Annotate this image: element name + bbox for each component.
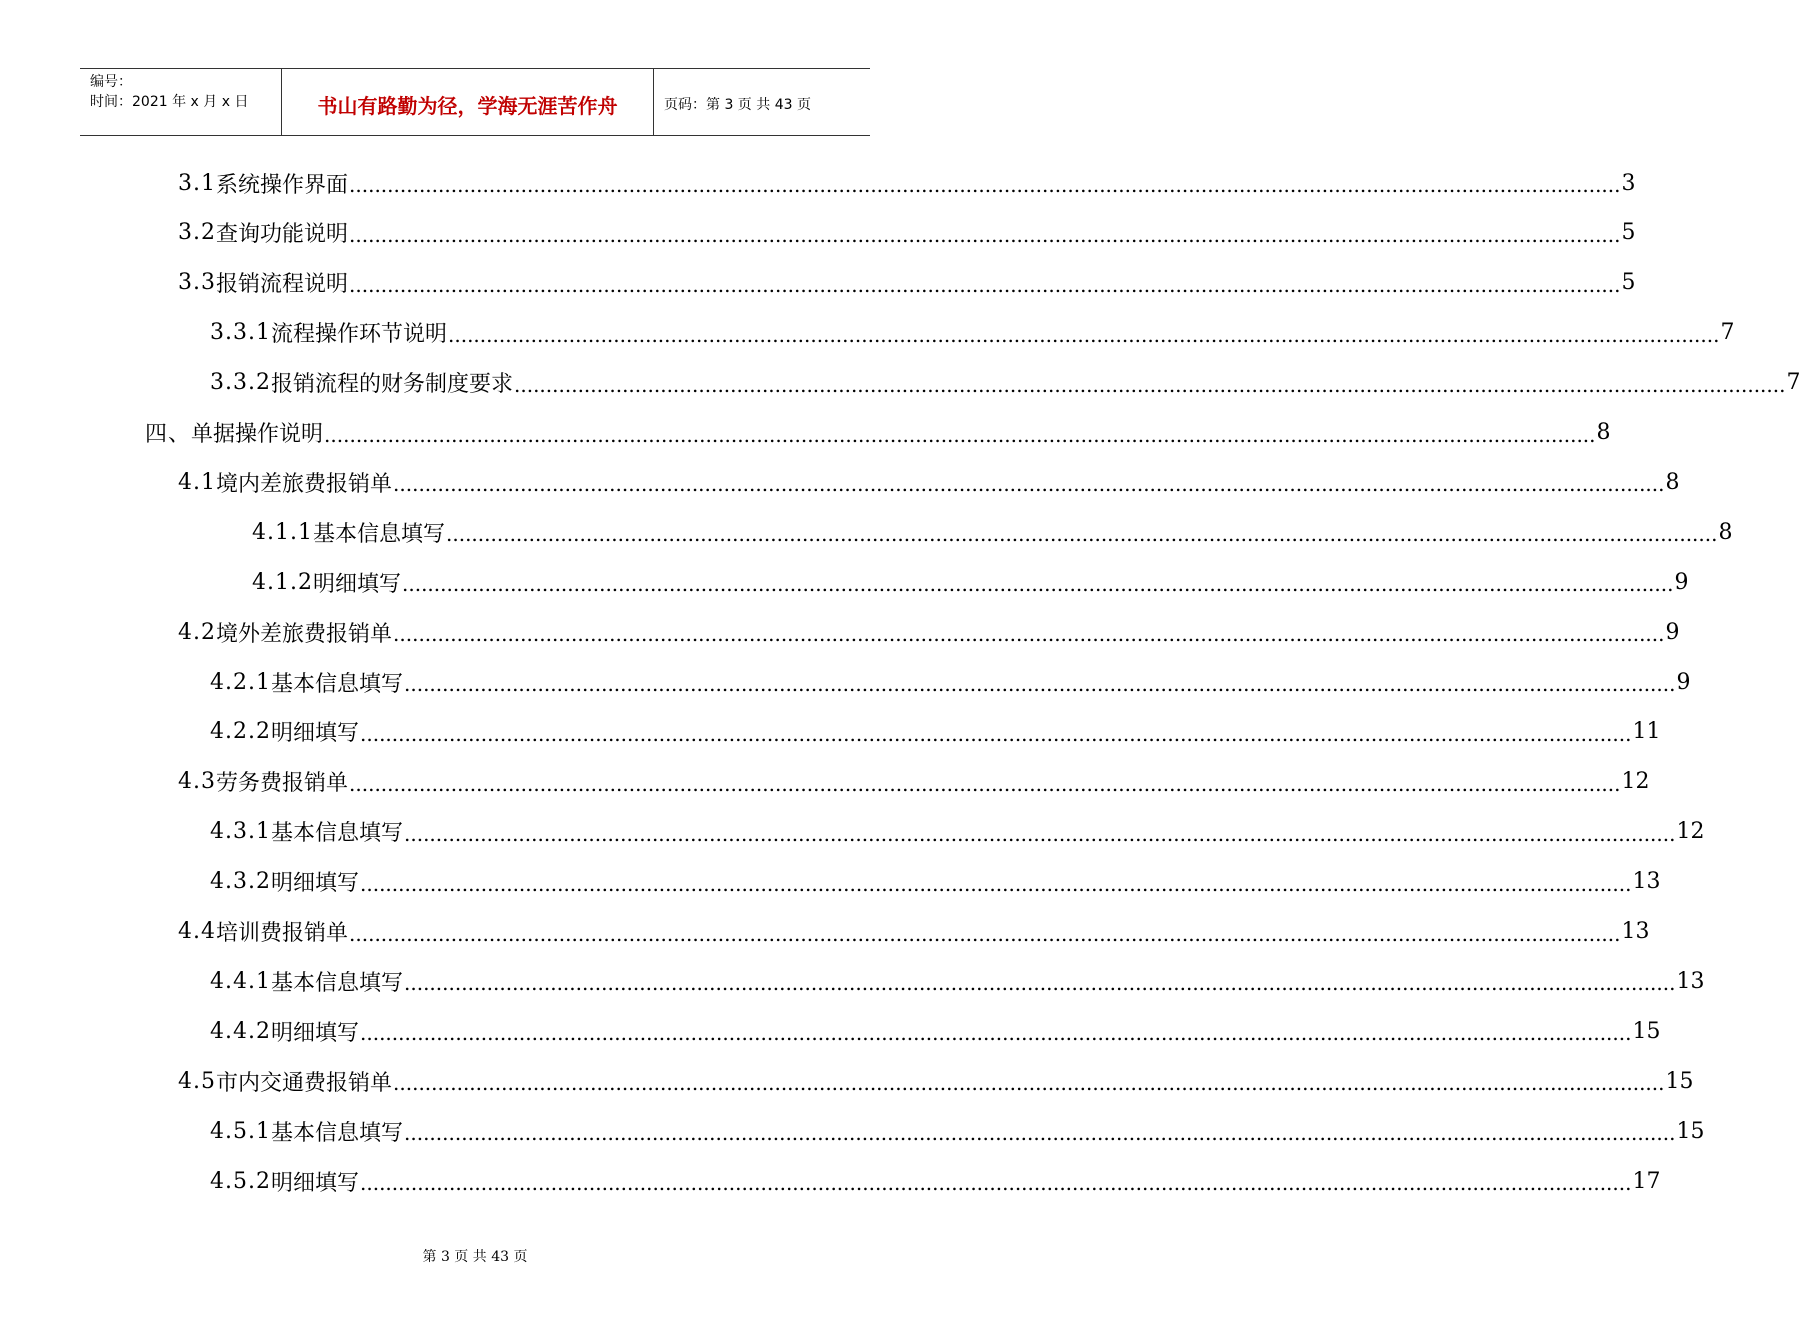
toc-entry-number: 4.5 [178, 1068, 216, 1094]
toc-entry[interactable] [210, 1006, 1661, 1056]
toc-entry-title: 明细填写 [312, 571, 401, 597]
toc-entry-page: 15 [1676, 1118, 1705, 1144]
toc-dot-leader: ........................................................................................................................................................................................................ [404, 672, 1676, 696]
toc-dot-leader: ........................................................................................................................................................................................................ [448, 322, 1720, 347]
toc-entry-number: 4.4.1 [210, 968, 271, 994]
toc-dot-leader: ........................................................................................................................................................................................................ [360, 1171, 1632, 1195]
toc-entry[interactable] [178, 1056, 1694, 1106]
toc-entry[interactable] [178, 208, 1636, 258]
toc-entry-page: 9 [1676, 669, 1691, 695]
toc-dot-leader: ........................................................................................................................................................................................................ [404, 821, 1676, 846]
toc-entry-page: 8 [1665, 469, 1680, 495]
toc-entry-number: 4.1 [178, 469, 216, 495]
toc-entry-page: 7 [1786, 370, 1800, 396]
toc-dot-leader: ........................................................................................................................................................................................................ [360, 871, 1632, 896]
toc-entry-title: 基本信息填写 [270, 821, 403, 847]
toc-entry[interactable] [178, 158, 1636, 208]
header-left-cell [80, 69, 282, 135]
toc-entry-title: 劳务费报销单 [216, 771, 349, 797]
toc-dot-leader: ........................................................................................................................................................................................................ [349, 771, 1621, 796]
toc-entry-title: 明细填写 [270, 871, 359, 897]
toc-dot-leader: ........................................................................................................................................................................................................ [360, 1021, 1632, 1046]
toc-dot-leader: ........................................................................................................................................................................................................ [349, 272, 1621, 297]
toc-entry[interactable] [210, 657, 1691, 707]
toc-entry-title: 基本信息填写 [312, 521, 445, 547]
toc-entry-title: 培训费报销单 [216, 921, 349, 946]
toc-entry-title: 基本信息填写 [270, 671, 403, 697]
toc-entry-title: 基本信息填写 [270, 970, 403, 996]
toc-entry-page: 8 [1718, 519, 1733, 545]
toc-entry[interactable] [210, 707, 1661, 757]
toc-entry-page: 17 [1632, 1168, 1661, 1194]
toc-entry[interactable] [178, 607, 1680, 657]
toc-entry-page: 13 [1632, 869, 1661, 895]
toc-entry[interactable] [145, 408, 1611, 458]
toc-entry-title: 市内交通费报销单 [216, 1070, 393, 1096]
toc-entry[interactable] [210, 1156, 1661, 1206]
toc-entry-page: 8 [1596, 420, 1611, 445]
toc-entry-number: 4.2.2 [210, 719, 271, 745]
toc-entry-number: 4.2 [178, 619, 216, 645]
toc-entry[interactable] [210, 358, 1800, 408]
toc-dot-leader: ........................................................................................................................................................................................................ [404, 1121, 1676, 1146]
toc-entry[interactable] [178, 757, 1650, 807]
toc-entry[interactable] [210, 1106, 1705, 1156]
toc-dot-leader: ........................................................................................................................................................................................................ [349, 173, 1621, 197]
toc-entry-page: 9 [1665, 619, 1680, 645]
toc-dot-leader: ........................................................................................................................................................................................................ [404, 971, 1676, 996]
toc-entry-number: 四、 [145, 422, 192, 447]
toc-dot-leader: ........................................................................................................................................................................................................ [349, 222, 1621, 247]
toc-entry-number: 3.3 [178, 270, 216, 296]
toc-entry-number: 3.3.1 [210, 320, 271, 346]
toc-entry-number: 3.2 [178, 220, 216, 246]
toc-entry-page: 15 [1665, 1068, 1694, 1094]
toc-entry-number: 4.5.2 [210, 1168, 271, 1194]
toc-entry-number: 4.3 [178, 769, 216, 795]
toc-entry-page: 12 [1621, 769, 1650, 795]
toc-entry[interactable] [178, 457, 1680, 507]
toc-entry-page: 15 [1632, 1018, 1661, 1044]
toc-entry-page: 13 [1676, 968, 1705, 994]
toc-dot-leader: ........................................................................................................................................................................................................ [324, 422, 1596, 447]
toc-entry-number: 4.3.1 [210, 819, 271, 845]
header-page-info: 页码：第 3 页 共 43 页 [664, 97, 811, 113]
toc-dot-leader: ........................................................................................................................................................................................................ [393, 622, 1665, 647]
toc-entry-number: 3.3.2 [210, 370, 271, 396]
page-footer: 第 3 页 共 43 页 [422, 1249, 528, 1265]
toc-entry-page: 3 [1621, 170, 1636, 196]
toc-entry-title: 查询功能说明 [216, 222, 349, 248]
toc-entry-title: 报销流程说明 [216, 272, 349, 298]
toc-dot-leader: ........................................................................................................................................................................................................ [446, 522, 1718, 547]
toc-entry[interactable] [252, 507, 1733, 557]
toc-entry-page: 11 [1632, 719, 1661, 745]
toc-entry-title: 流程操作环节说明 [270, 322, 447, 348]
toc-entry-title: 境内差旅费报销单 [216, 471, 393, 497]
toc-entry-number: 4.2.1 [210, 669, 271, 695]
toc-entry-number: 3.1 [178, 170, 216, 196]
toc-entry-title: 明细填写 [270, 1020, 359, 1046]
toc-dot-leader: ........................................................................................................................................................................................................ [360, 721, 1632, 746]
toc-entry-title: 单据操作说明 [191, 422, 324, 447]
toc-entry[interactable] [210, 308, 1735, 358]
toc-entry-page: 12 [1676, 819, 1705, 845]
toc-entry-number: 4.5.1 [210, 1118, 271, 1144]
toc-entry-title: 明细填写 [270, 721, 359, 747]
toc-dot-leader: ........................................................................................................................................................................................................ [393, 472, 1665, 497]
toc-entry-page: 9 [1674, 569, 1689, 595]
page-header [80, 68, 870, 136]
toc-entry-title: 基本信息填写 [270, 1120, 403, 1146]
toc-entry-number: 4.1.2 [252, 569, 313, 595]
toc-dot-leader: ........................................................................................................................................................................................................ [349, 921, 1621, 946]
toc-entry-title: 明细填写 [270, 1170, 359, 1196]
toc-entry-page: 5 [1621, 270, 1636, 296]
toc-entry[interactable] [210, 807, 1705, 857]
toc-dot-leader: ........................................................................................................................................................................................................ [402, 572, 1674, 597]
toc-entry-number: 4.3.2 [210, 869, 271, 895]
toc-entry-number: 4.1.1 [252, 519, 313, 545]
toc-entry[interactable] [210, 956, 1705, 1006]
toc-entry-number: 4.4.2 [210, 1018, 271, 1044]
toc-entry[interactable] [178, 907, 1650, 957]
toc-entry[interactable] [210, 857, 1661, 907]
toc-entry-page: 5 [1621, 220, 1636, 246]
document-number-label: 编号： [90, 74, 132, 90]
header-motto: 书山有路勤为径，学海无涯苦作舟 [282, 69, 654, 135]
document-time-label: 时间：2021 年 x 月 x 日 [90, 94, 249, 110]
toc-entry-title: 报销流程的财务制度要求 [270, 372, 513, 398]
toc-entry-page: 7 [1720, 320, 1735, 346]
toc-dot-leader: ........................................................................................................................................................................................................ [393, 1071, 1665, 1096]
toc-entry-number: 4.4 [178, 919, 216, 944]
toc-entry[interactable] [178, 258, 1636, 308]
toc-entry[interactable] [252, 557, 1689, 607]
toc-entry-page: 13 [1621, 919, 1650, 944]
toc-entry-title: 境外差旅费报销单 [216, 621, 393, 647]
toc-dot-leader: ........................................................................................................................................................................................................ [514, 372, 1786, 397]
toc-entry-title: 系统操作界面 [216, 172, 349, 198]
